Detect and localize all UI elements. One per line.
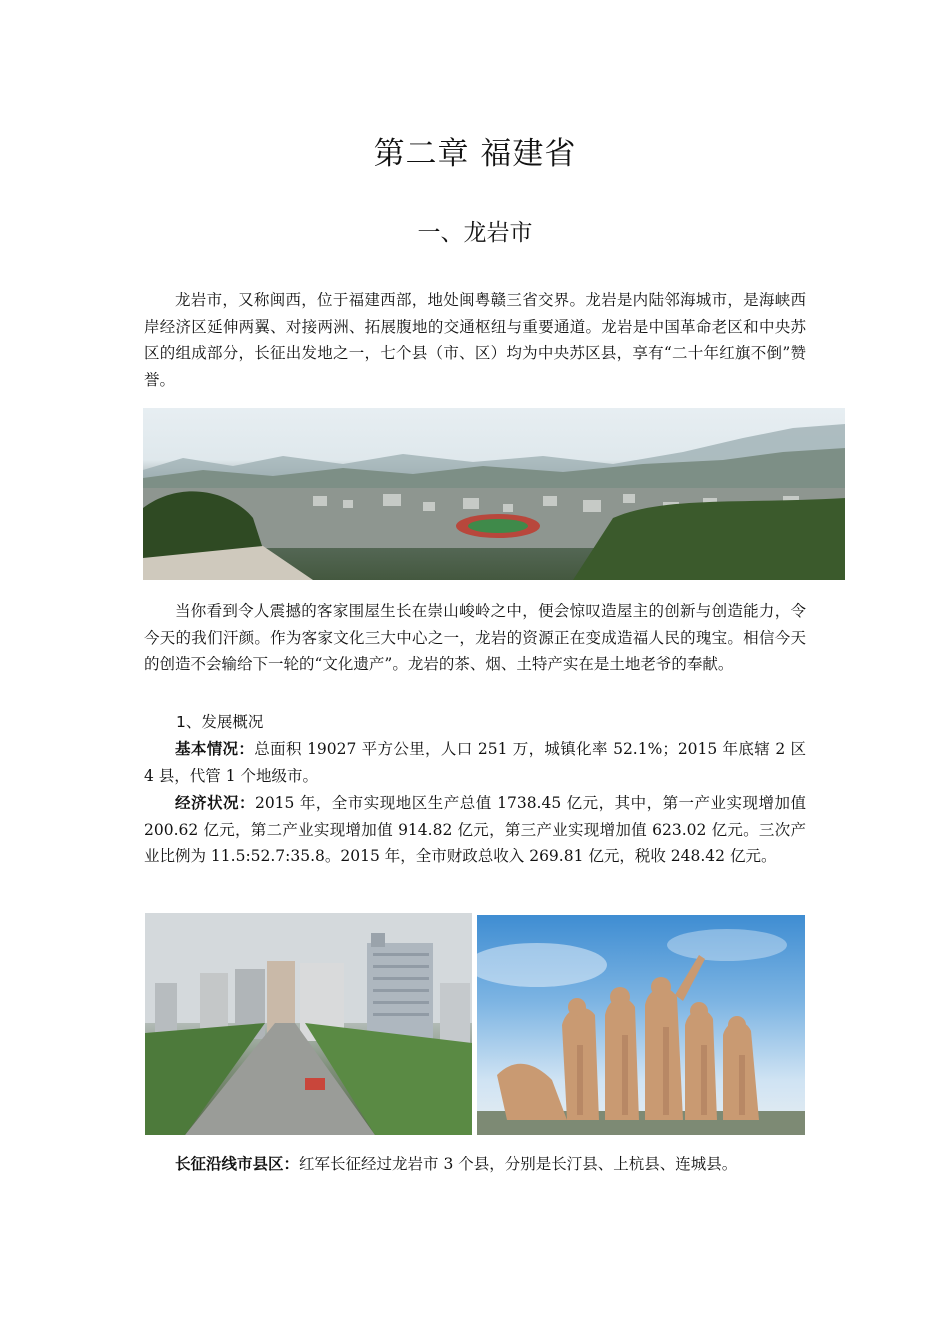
long-march-label: 长征沿线市县区： <box>175 1154 300 1173</box>
basic-info-label: 基本情况： <box>175 739 255 758</box>
economy-text: 2015 年，全市实现地区生产总值 1738.45 亿元，其中，第一产业实现增加值 200.62 亿元，第二产业实现增加值 914.82 亿元，第三产业实现增加值 623.02 亿元。三次产业比例为 11.5:52.7:35.8。2015 年，全市财政总收入 269.81 亿元，税收 248.42 亿元。 <box>144 794 806 865</box>
long-march-paragraph <box>144 1151 806 1178</box>
city-panorama-photo <box>143 408 845 580</box>
hakka-paragraph: 当你看到令人震撼的客家围屋生长在崇山峻岭之中，便会惊叹造屋主的创新与创造能力，令今天的我们汗颜。作为客家文化三大中心之一，龙岩的资源正在变成造福人民的瑰宝。相信今天的创造不会输给下一轮的“文化遗产”。龙岩的茶、烟、土特产实在是土地老爷的奉献。 <box>144 602 806 673</box>
basic-info-paragraph <box>144 736 806 789</box>
section-title: 一、龙岩市 <box>417 220 533 246</box>
long-march-statue-photo <box>477 915 805 1135</box>
intro-paragraph: 龙岩市，又称闽西，位于福建西部，地处闽粤赣三省交界。龙岩是内陆邻海城市，是海峡西岸经济区延伸两翼、对接两洲、拓展腹地的交通枢纽与重要通道。龙岩是中国革命老区和中央苏区的组成部分，长征出发地之一，七个县（市、区）均为中央苏区县，享有“二十年红旗不倒”赞誉。 <box>144 291 806 389</box>
city-street-photo <box>145 913 472 1135</box>
long-march-text: 红军长征经过龙岩市 3 个县，分别是长汀县、上杭县、连城县。 <box>299 1155 738 1173</box>
economy-paragraph <box>144 790 806 870</box>
chapter-title: 第二章 福建省 <box>373 136 577 172</box>
basic-info-text: 总面积 19027 平方公里，人口 251 万，城镇化率 52.1%；2015 年底辖 2 区 4 县，代管 1 个地级市。 <box>144 740 806 785</box>
development-heading: 1、发展概况 <box>176 713 264 731</box>
economy-label: 经济状况： <box>175 793 255 812</box>
